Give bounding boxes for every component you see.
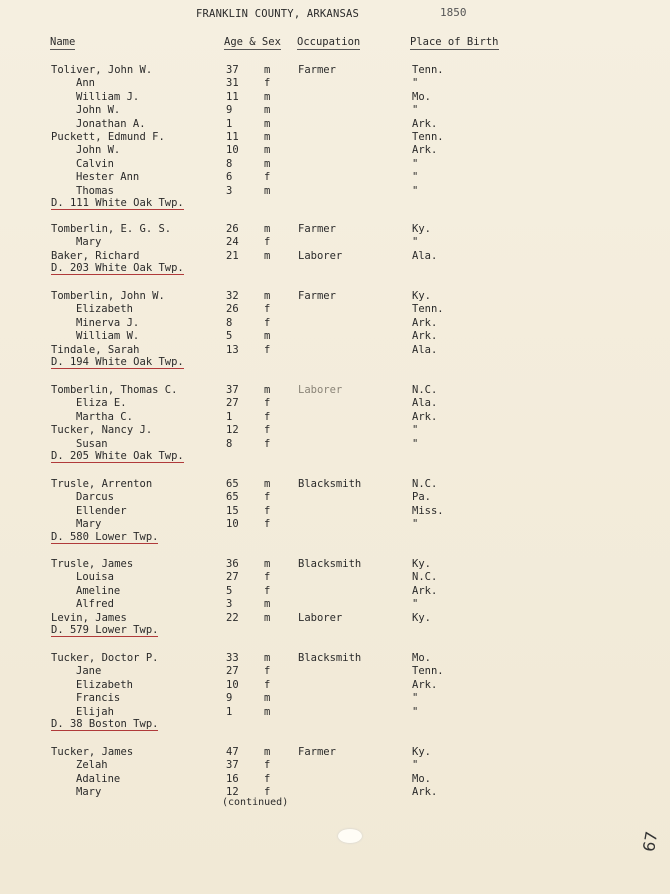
person-birthplace: Ky.: [412, 746, 431, 758]
record-row: [0, 679, 670, 692]
person-occupation: Laborer: [298, 611, 343, 624]
record-row: [0, 384, 670, 397]
person-sex: m: [264, 384, 271, 396]
punch-hole: [338, 829, 362, 843]
person-birthplace: ": [412, 598, 419, 611]
record-row: [0, 330, 670, 343]
person-birthplace: Tenn.: [412, 665, 444, 678]
person-birthplace: ": [412, 692, 419, 705]
person-birthplace: ": [412, 157, 419, 170]
record-row: [0, 706, 670, 719]
person-name: Elijah: [76, 705, 114, 718]
person-name: Darcus: [76, 491, 114, 504]
person-birthplace: ": [412, 184, 419, 197]
person-name: Trusle, James: [51, 558, 134, 570]
person-sex: m: [264, 598, 271, 611]
person-name: Ameline: [76, 584, 121, 597]
person-name: William W.: [76, 330, 140, 343]
person-age: 27: [226, 571, 239, 584]
person-age: 36: [226, 558, 239, 570]
person-name: Hester Ann: [76, 171, 140, 184]
person-sex: f: [264, 397, 271, 410]
person-sex: f: [264, 504, 271, 517]
person-sex: f: [264, 236, 271, 249]
dwelling-line: D. 38 Boston Twp.: [51, 718, 159, 730]
person-age: 3: [226, 598, 233, 611]
person-name: Martha C.: [76, 410, 133, 423]
person-sex: m: [264, 249, 271, 262]
person-name: Alfred: [76, 598, 114, 611]
person-birthplace: Miss.: [412, 504, 444, 517]
record-row: [0, 438, 670, 451]
person-age: 16: [226, 772, 239, 785]
person-name: Mary: [76, 786, 102, 799]
person-birthplace: Ark.: [412, 584, 438, 597]
person-name: Baker, Richard: [51, 249, 140, 262]
person-occupation: Farmer: [298, 746, 336, 758]
record-row: [0, 505, 670, 518]
person-name: Trusle, Arrenton: [51, 478, 153, 490]
person-age: 13: [226, 343, 239, 356]
person-sex: m: [264, 131, 271, 143]
record-row: [0, 746, 670, 759]
person-name: Levin, James: [51, 611, 127, 624]
person-age: 5: [226, 330, 233, 343]
record-row: [0, 118, 670, 131]
person-age: 8: [226, 437, 233, 450]
person-birthplace: Ark.: [412, 316, 438, 329]
person-name: Tucker, James: [51, 746, 134, 758]
person-name: Tomberlin, Thomas C.: [51, 384, 178, 396]
person-birthplace: N.C.: [412, 571, 438, 584]
record-row: [0, 64, 670, 77]
person-sex: f: [264, 77, 271, 90]
person-birthplace: ": [412, 518, 419, 531]
person-name: Jonathan A.: [76, 117, 146, 130]
person-sex: m: [264, 144, 271, 157]
person-sex: m: [264, 611, 271, 624]
person-age: 22: [226, 611, 239, 624]
record-row: [0, 77, 670, 90]
person-name: Elizabeth: [76, 678, 133, 691]
person-occupation: Farmer: [298, 223, 336, 235]
person-age: 11: [226, 131, 239, 143]
record-row: [0, 759, 670, 772]
record-row: [0, 571, 670, 584]
record-row: [0, 411, 670, 424]
person-sex: f: [264, 316, 271, 329]
person-age: 37: [226, 64, 239, 76]
person-age: 11: [226, 90, 239, 103]
person-birthplace: ": [412, 104, 419, 117]
record-row: [0, 652, 670, 665]
person-age: 10: [226, 678, 239, 691]
person-age: 3: [226, 184, 233, 197]
person-age: 32: [226, 290, 239, 302]
person-age: 1: [226, 705, 233, 718]
record-row: [0, 91, 670, 104]
person-age: 27: [226, 397, 239, 410]
person-birthplace: Ark.: [412, 330, 438, 343]
record-row: [0, 344, 670, 357]
person-age: 65: [226, 491, 239, 504]
person-birthplace: Ala.: [412, 343, 438, 356]
person-age: 24: [226, 236, 239, 249]
person-name: Adaline: [76, 772, 121, 785]
dwelling-line: D. 579 Lower Twp.: [51, 624, 159, 636]
person-name: John W.: [76, 104, 121, 117]
record-row: [0, 104, 670, 117]
record-row: [0, 585, 670, 598]
person-birthplace: Ark.: [412, 786, 438, 799]
person-occupation: Blacksmith: [298, 478, 362, 490]
person-birthplace: Tenn.: [412, 303, 444, 316]
person-birthplace: Ala.: [412, 249, 438, 262]
person-birthplace: ": [412, 171, 419, 184]
record-row: [0, 250, 670, 263]
person-name: Thomas: [76, 184, 114, 197]
person-birthplace: ": [412, 705, 419, 718]
person-age: 33: [226, 652, 239, 664]
person-sex: f: [264, 584, 271, 597]
person-age: 65: [226, 478, 239, 490]
person-age: 37: [226, 759, 239, 772]
dwelling-line: D. 203 White Oak Twp.: [51, 262, 184, 275]
column-header-name: Name: [50, 36, 76, 48]
person-age: 9: [226, 692, 233, 705]
person-name: William J.: [76, 90, 140, 103]
person-sex: f: [264, 437, 271, 450]
record-row: [0, 317, 670, 330]
person-sex: f: [264, 786, 271, 799]
person-sex: m: [264, 746, 271, 758]
dwelling-line: D. 205 White Oak Twp.: [51, 450, 184, 462]
person-birthplace: Ark.: [412, 410, 438, 423]
person-sex: f: [264, 303, 271, 316]
person-name: Tucker, Nancy J.: [51, 424, 153, 437]
record-row: [0, 223, 670, 236]
person-name: Jane: [76, 665, 102, 678]
person-age: 21: [226, 249, 239, 262]
person-name: Calvin: [76, 157, 114, 170]
person-birthplace: Ala.: [412, 397, 438, 410]
person-name: Mary: [76, 236, 102, 249]
person-birthplace: Ky.: [412, 558, 431, 570]
record-row: [0, 185, 670, 198]
person-sex: f: [264, 518, 271, 531]
person-sex: f: [264, 424, 271, 437]
person-age: 31: [226, 77, 239, 90]
person-birthplace: ": [412, 424, 419, 437]
person-sex: m: [264, 223, 271, 235]
person-sex: m: [264, 558, 271, 570]
person-name: John W.: [76, 144, 121, 157]
person-occupation: Laborer: [298, 384, 343, 396]
page-year: 1850: [440, 6, 467, 19]
person-age: 26: [226, 303, 239, 316]
person-sex: m: [264, 478, 271, 490]
person-age: 47: [226, 746, 239, 758]
person-name: Ann: [76, 77, 95, 90]
person-birthplace: Ark.: [412, 117, 438, 130]
page-number: 67: [639, 829, 662, 854]
record-row: [0, 558, 670, 571]
person-age: 27: [226, 665, 239, 678]
record-row: [0, 598, 670, 611]
record-row: [0, 131, 670, 144]
person-age: 26: [226, 223, 239, 235]
person-birthplace: Ark.: [412, 144, 438, 157]
person-age: 10: [226, 518, 239, 531]
person-birthplace: Ky.: [412, 611, 431, 624]
person-age: 1: [226, 410, 233, 423]
person-sex: f: [264, 491, 271, 504]
person-name: Louisa: [76, 571, 114, 584]
person-sex: f: [264, 665, 271, 678]
person-age: 12: [226, 424, 239, 437]
person-name: Toliver, John W.: [51, 64, 153, 76]
person-birthplace: Ky.: [412, 223, 431, 235]
person-sex: m: [264, 692, 271, 705]
person-sex: m: [264, 64, 271, 76]
person-name: Minerva J.: [76, 316, 140, 329]
person-sex: f: [264, 343, 271, 356]
dwelling-line: D. 580 Lower Twp.: [51, 530, 159, 543]
record-row: [0, 612, 670, 625]
column-header-occupation: Occupation: [297, 36, 361, 48]
person-sex: m: [264, 104, 271, 117]
record-row: [0, 424, 670, 437]
record-row: [0, 397, 670, 410]
person-age: 12: [226, 786, 239, 799]
record-row: [0, 491, 670, 504]
continued-note: (continued): [222, 797, 289, 808]
person-birthplace: ": [412, 236, 419, 249]
person-sex: m: [264, 157, 271, 170]
person-birthplace: Ark.: [412, 678, 438, 691]
person-occupation: Farmer: [298, 290, 336, 302]
record-row: [0, 665, 670, 678]
person-sex: m: [264, 705, 271, 718]
person-sex: f: [264, 678, 271, 691]
person-sex: f: [264, 772, 271, 785]
person-sex: m: [264, 290, 271, 302]
record-row: [0, 290, 670, 303]
column-header-age-sex: Age & Sex: [224, 36, 281, 48]
record-row: [0, 692, 670, 705]
person-occupation: Farmer: [298, 64, 336, 76]
person-age: 8: [226, 316, 233, 329]
person-sex: f: [264, 571, 271, 584]
person-age: 5: [226, 584, 233, 597]
record-row: [0, 478, 670, 491]
person-birthplace: Mo.: [412, 652, 431, 664]
person-name: Eliza E.: [76, 397, 127, 410]
record-row: [0, 171, 670, 184]
person-birthplace: Tenn.: [412, 64, 444, 76]
person-birthplace: ": [412, 77, 419, 90]
person-name: Tomberlin, John W.: [51, 290, 165, 302]
person-birthplace: ": [412, 437, 419, 450]
person-age: 10: [226, 144, 239, 157]
person-birthplace: Pa.: [412, 491, 431, 504]
person-name: Zelah: [76, 759, 108, 772]
record-row: [0, 144, 670, 157]
person-age: 1: [226, 117, 233, 130]
person-name: Mary: [76, 518, 102, 531]
record-row: [0, 236, 670, 249]
person-name: Elizabeth: [76, 303, 133, 316]
record-row: [0, 303, 670, 316]
dwelling-line: D. 111 White Oak Twp.: [51, 197, 184, 209]
person-name: Tucker, Doctor P.: [51, 652, 159, 664]
dwelling-line: D. 194 White Oak Twp.: [51, 356, 184, 368]
person-birthplace: ": [412, 759, 419, 772]
record-row: [0, 518, 670, 531]
page-title: FRANKLIN COUNTY, ARKANSAS: [196, 8, 360, 20]
person-occupation: Laborer: [298, 249, 343, 262]
person-birthplace: Tenn.: [412, 131, 444, 143]
person-birthplace: N.C.: [412, 384, 438, 396]
person-sex: f: [264, 410, 271, 423]
record-row: [0, 773, 670, 786]
person-occupation: Blacksmith: [298, 652, 362, 664]
column-header-birth: Place of Birth: [410, 36, 499, 48]
person-age: 9: [226, 104, 233, 117]
person-name: Tindale, Sarah: [51, 343, 140, 356]
person-sex: f: [264, 759, 271, 772]
person-occupation: Blacksmith: [298, 558, 362, 570]
record-row: [0, 786, 670, 799]
person-age: 6: [226, 171, 233, 184]
person-name: Puckett, Edmund F.: [51, 131, 165, 143]
person-age: 8: [226, 157, 233, 170]
person-age: 15: [226, 504, 239, 517]
person-sex: m: [264, 90, 271, 103]
person-sex: m: [264, 184, 271, 197]
person-birthplace: Ky.: [412, 290, 431, 302]
person-birthplace: N.C.: [412, 478, 438, 490]
person-sex: m: [264, 652, 271, 664]
person-birthplace: Mo.: [412, 772, 431, 785]
person-name: Tomberlin, E. G. S.: [51, 223, 172, 235]
person-sex: m: [264, 330, 271, 343]
person-name: Susan: [76, 437, 108, 450]
person-birthplace: Mo.: [412, 90, 431, 103]
person-age: 37: [226, 384, 239, 396]
record-row: [0, 158, 670, 171]
person-name: Ellender: [76, 504, 127, 517]
person-sex: f: [264, 171, 271, 184]
person-name: Francis: [76, 692, 121, 705]
person-sex: m: [264, 117, 271, 130]
